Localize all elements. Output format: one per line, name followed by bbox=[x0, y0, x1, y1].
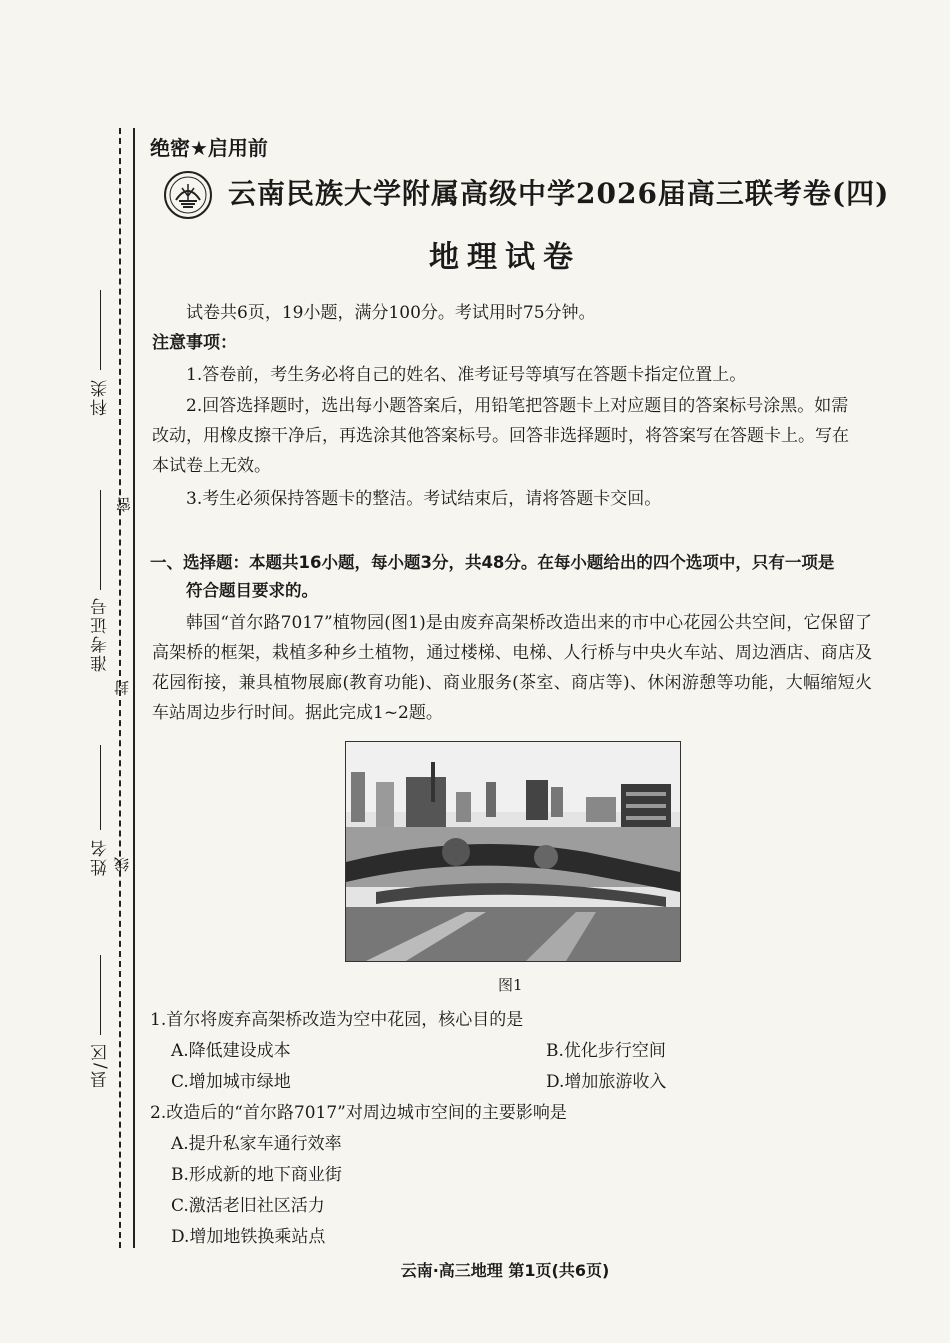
question-2-option-a: A.提升私家车通行效率 bbox=[171, 1134, 342, 1154]
field-name-label: 姓名 bbox=[91, 838, 111, 876]
question-1-option-b: B.优化步行空间 bbox=[546, 1041, 666, 1061]
question-2-option-c: C.激活老旧社区活力 bbox=[171, 1196, 325, 1216]
question-2-option-d: D.增加地铁换乘站点 bbox=[171, 1227, 326, 1247]
note-1: 1.答卷前，考生务必将自己的姓名、准考证号等填写在答题卡指定位置上。 bbox=[186, 365, 747, 385]
notes-heading: 注意事项： bbox=[152, 333, 237, 353]
page-footer: 云南·高三地理 第1页(共6页) bbox=[400, 1261, 610, 1280]
subject-title: 地理试卷 bbox=[429, 240, 581, 275]
exam-number-blank-line bbox=[100, 490, 101, 590]
figure-1-image bbox=[345, 741, 681, 962]
seal-char-mi: 密 bbox=[115, 497, 133, 512]
passage: 韩国“首尔路7017”植物园(图1)是由废弃高架桥改造出来的市中心花园公共空间，它保留了高架桥的框架，栽植多种乡土植物，通过楼梯、电梯、人行桥与中央火车站、周边酒店、商店及花园衔接，兼具植物展廊(教育功能)、商业服务(茶室、商店等)、休闲游憩等功能，大幅缩短火车站周边步行时间。据此完成1~2题。 bbox=[152, 613, 872, 723]
question-1-option-a: A.降低建设成本 bbox=[171, 1041, 291, 1061]
school-logo bbox=[163, 170, 213, 220]
binding-line-inner bbox=[133, 128, 135, 1248]
note-3: 3.考生必须保持答题卡的整洁。考试结束后，请将答题卡交回。 bbox=[186, 489, 662, 509]
question-1-option-d: D.增加旅游收入 bbox=[546, 1072, 667, 1092]
seal-char-feng: 封 bbox=[113, 680, 131, 695]
note-2-line3: 本试卷上无效。 bbox=[152, 456, 271, 476]
note-2-line1: 2.回答选择题时，选出每小题答案后，用铅笔把答题卡上对应题目的答案标号涂黑。如需 bbox=[186, 396, 849, 416]
section-heading-line2: 符合题目要求的。 bbox=[186, 581, 318, 600]
figure-1-caption: 图1 bbox=[498, 976, 523, 994]
note-2-line2: 改动，用橡皮擦干净后，再选涂其他答案标号。回答非选择题时，将答案写在答题卡上。写在 bbox=[152, 426, 849, 446]
question-1-stem: 1.首尔将废弃高架桥改造为空中花园，核心目的是 bbox=[150, 1010, 524, 1030]
name-blank-line bbox=[100, 745, 101, 830]
subject-blank-line bbox=[100, 290, 101, 370]
field-subject-label: 科类 bbox=[91, 378, 111, 416]
question-2-option-b: B.形成新的地下商业街 bbox=[171, 1165, 342, 1185]
question-1-option-c: C.增加城市绿地 bbox=[171, 1072, 291, 1092]
binding-margin bbox=[0, 0, 140, 1343]
field-district-label: 县/区 bbox=[91, 1042, 111, 1088]
question-2-stem: 2.改造后的“首尔路7017”对周边城市空间的主要影响是 bbox=[150, 1103, 567, 1123]
seal-char-xian: 线 bbox=[113, 857, 131, 872]
section-heading-line1: 一、选择题：本题共16小题，每小题3分，共48分。在每小题给出的四个选项中，只有一项是 bbox=[150, 553, 835, 572]
district-blank-line bbox=[100, 955, 101, 1035]
secret-label: 绝密★启用前 bbox=[150, 136, 268, 160]
exam-title: 云南民族大学附属高级中学2026届高三联考卷(四) bbox=[228, 177, 890, 210]
exam-summary: 试卷共6页，19小题，满分100分。考试用时75分钟。 bbox=[186, 303, 596, 323]
field-exam-number-label: 准考证号 bbox=[91, 596, 111, 672]
